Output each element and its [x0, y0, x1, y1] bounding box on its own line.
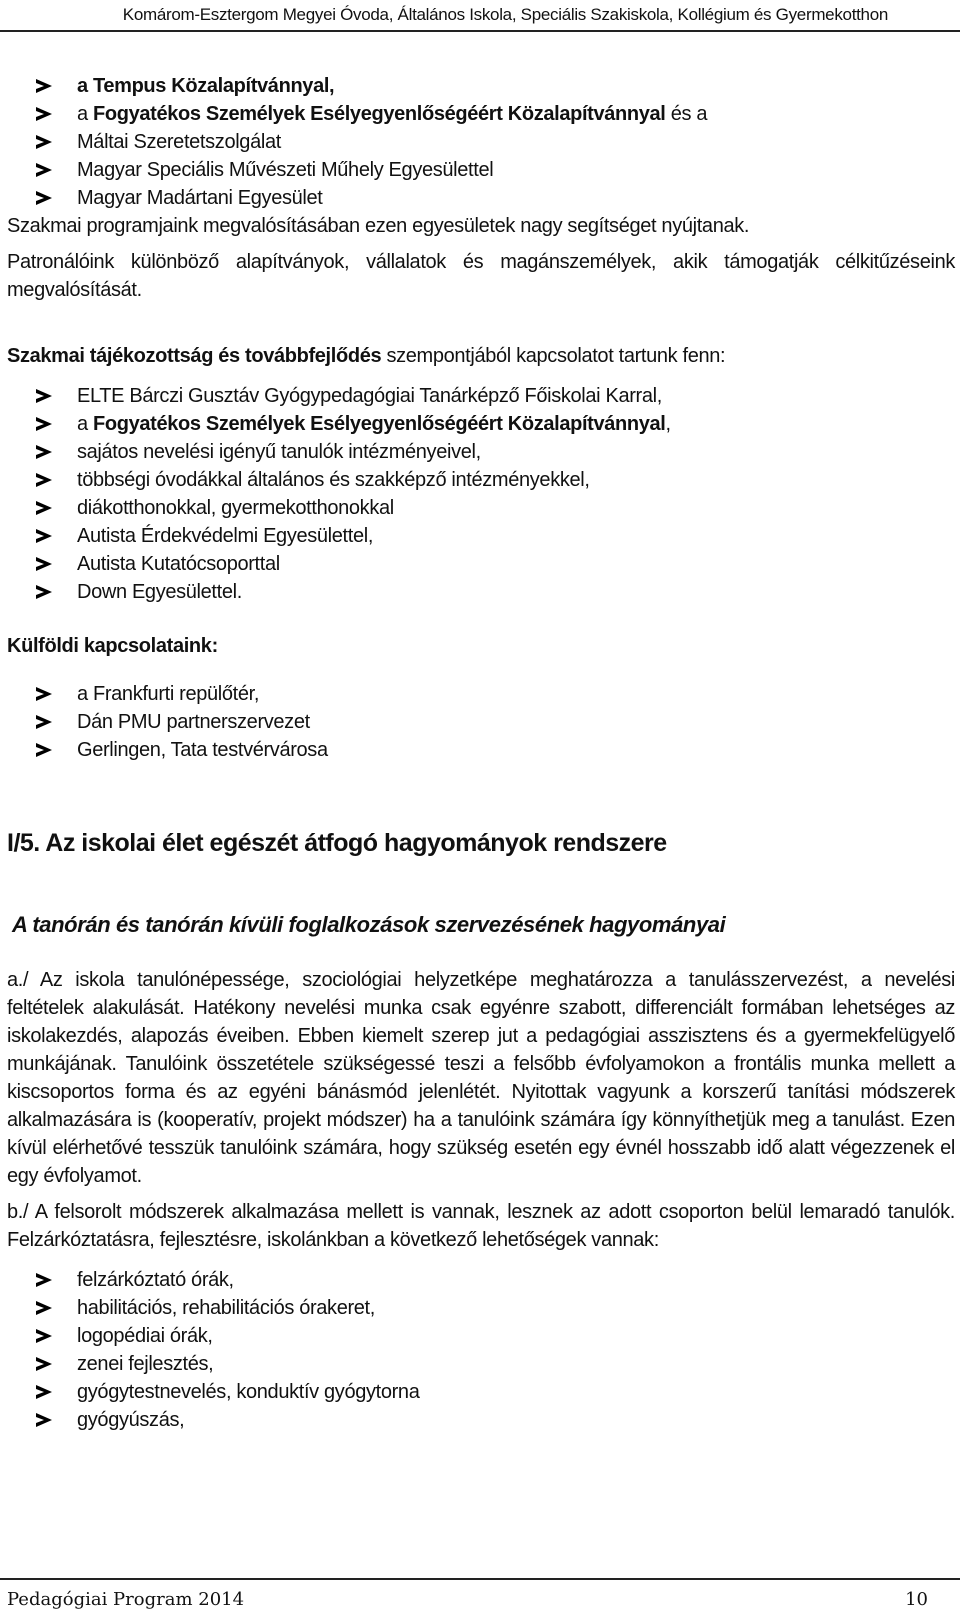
- list-item: Magyar Madártani Egyesület: [7, 184, 955, 212]
- arrow-bullet-icon: [36, 743, 52, 757]
- arrow-bullet-icon: [36, 445, 52, 459]
- list-item: Dán PMU partnerszervezet: [7, 708, 955, 736]
- paragraph: Szakmai programjaink megvalósításában ezen egyesületek nagy segítséget nyújtanak.: [7, 215, 750, 237]
- list-item: Gerlingen, Tata testvérvárosa: [7, 736, 955, 764]
- page-footer: [0, 1578, 960, 1620]
- arrow-bullet-icon: [36, 501, 52, 515]
- list-item: gyógyúszás,: [7, 1406, 955, 1434]
- arrow-bullet-icon: [36, 1273, 52, 1287]
- list-item: Autista Kutatócsoporttal: [7, 550, 955, 578]
- arrow-bullet-icon: [36, 1385, 52, 1399]
- section-intro: Szakmai tájékozottság és továbbfejlődés szempontjából kapcsolatot tartunk fenn:: [7, 345, 726, 367]
- partner-list: [7, 72, 955, 212]
- list-item: többségi óvodákkal általános és szakképző intézményekkel,: [7, 466, 955, 494]
- list-item: Down Egyesülettel.: [7, 578, 955, 606]
- list-item: Magyar Speciális Művészeti Műhely Egyesülettel: [7, 156, 955, 184]
- page-content: [7, 72, 955, 1434]
- list-item: ELTE Bárczi Gusztáv Gyógypedagógiai Tanárképző Főiskolai Karral,: [7, 382, 955, 410]
- arrow-bullet-icon: [36, 107, 52, 121]
- arrow-bullet-icon: [36, 557, 52, 571]
- list-item: felzárkóztató órák,: [7, 1266, 955, 1294]
- arrow-bullet-icon: [36, 715, 52, 729]
- list-item: logopédiai órák,: [7, 1322, 955, 1350]
- list-item: a Frankfurti repülőtér,: [7, 680, 955, 708]
- paragraph: Patronálóink különböző alapítványok, vállalatok és magánszemélyek, akik támogatják célkitűzéseink megvalósítását.: [7, 251, 955, 301]
- arrow-bullet-icon: [36, 389, 52, 403]
- arrow-bullet-icon: [36, 417, 52, 431]
- arrow-bullet-icon: [36, 79, 52, 93]
- list-item: Máltai Szeretetszolgálat: [7, 128, 955, 156]
- header-text: Komárom-Esztergom Megyei Óvoda, Általános Iskola, Speciális Szakiskola, Kollégium és Gyermekotthon: [122, 5, 888, 24]
- list-item: a Tempus Közalapítvánnyal,: [7, 72, 955, 100]
- list-item: Autista Érdekvédelmi Egyesülettel,: [7, 522, 955, 550]
- arrow-bullet-icon: [36, 1301, 52, 1315]
- foreign-heading: Külföldi kapcsolataink:: [7, 635, 218, 657]
- arrow-bullet-icon: [36, 191, 52, 205]
- paragraph-a: a./ Az iskola tanulónépessége, szociológiai helyzetképe meghatározza a tanulásszervezést, a nevelési feltételek alakulását. Hatékony nevelési munka csak egyénre szabott, differenciált formában lehetséges az iskolakezdés, alapozás éveiben. Ebben kiemelt szerep jut a pedagógiai asszisztens és a gyermekfelügyelő munkájának. Tanulóink összetétele szükségessé teszi a felsőbb évfolyamokon a frontális munka mellett a kiscsoportos forma és az egyéni bánásmód jelenlétét. Nyitottak vagyunk a korszerű tanítási módszerek alkalmazására is (kooperatív, projekt módszer) ha a tanulóink számára így könnyíthetjük meg a tanulást. Ezen kívül elérhetővé tesszük tanulóink számára, hogy szükség esetén egy évnél hosszabb idő alatt végezzenek el egy évfolyamot.: [7, 969, 955, 1187]
- arrow-bullet-icon: [36, 585, 52, 599]
- arrow-bullet-icon: [36, 473, 52, 487]
- list-item: zenei fejlesztés,: [7, 1350, 955, 1378]
- list-item: a Fogyatékos Személyek Esélyegyenlőségéért Közalapítvánnyal,: [7, 410, 955, 438]
- arrow-bullet-icon: [36, 529, 52, 543]
- arrow-bullet-icon: [36, 687, 52, 701]
- contact-list: [7, 382, 955, 606]
- section-heading: I/5. Az iskolai élet egészét átfogó hagyományok rendszere: [7, 829, 667, 857]
- arrow-bullet-icon: [36, 1357, 52, 1371]
- support-list: [7, 1266, 955, 1434]
- page-number: 10: [905, 1589, 928, 1610]
- foreign-list: [7, 680, 955, 764]
- list-item: sajátos nevelési igényű tanulók intézményeivel,: [7, 438, 955, 466]
- arrow-bullet-icon: [36, 163, 52, 177]
- list-item: gyógytestnevelés, konduktív gyógytorna: [7, 1378, 955, 1406]
- footer-title: Pedagógiai Program 2014: [7, 1589, 245, 1610]
- arrow-bullet-icon: [36, 1413, 52, 1427]
- arrow-bullet-icon: [36, 1329, 52, 1343]
- arrow-bullet-icon: [36, 135, 52, 149]
- list-item: habilitációs, rehabilitációs órakeret,: [7, 1294, 955, 1322]
- list-item: diákotthonokkal, gyermekotthonokkal: [7, 494, 955, 522]
- subsection-heading: A tanórán és tanórán kívüli foglalkozások szervezésének hagyományai: [12, 912, 726, 937]
- list-item: a Fogyatékos Személyek Esélyegyenlőségéért Közalapítvánnyal és a: [7, 100, 955, 128]
- page-header: [0, 0, 960, 32]
- paragraph-b: b./ A felsorolt módszerek alkalmazása mellett is vannak, lesznek az adott csoporton belül lemaradó tanulók. Felzárkóztatásra, fejlesztésre, iskolánkban a következő lehetőségek vannak:: [7, 1201, 955, 1251]
